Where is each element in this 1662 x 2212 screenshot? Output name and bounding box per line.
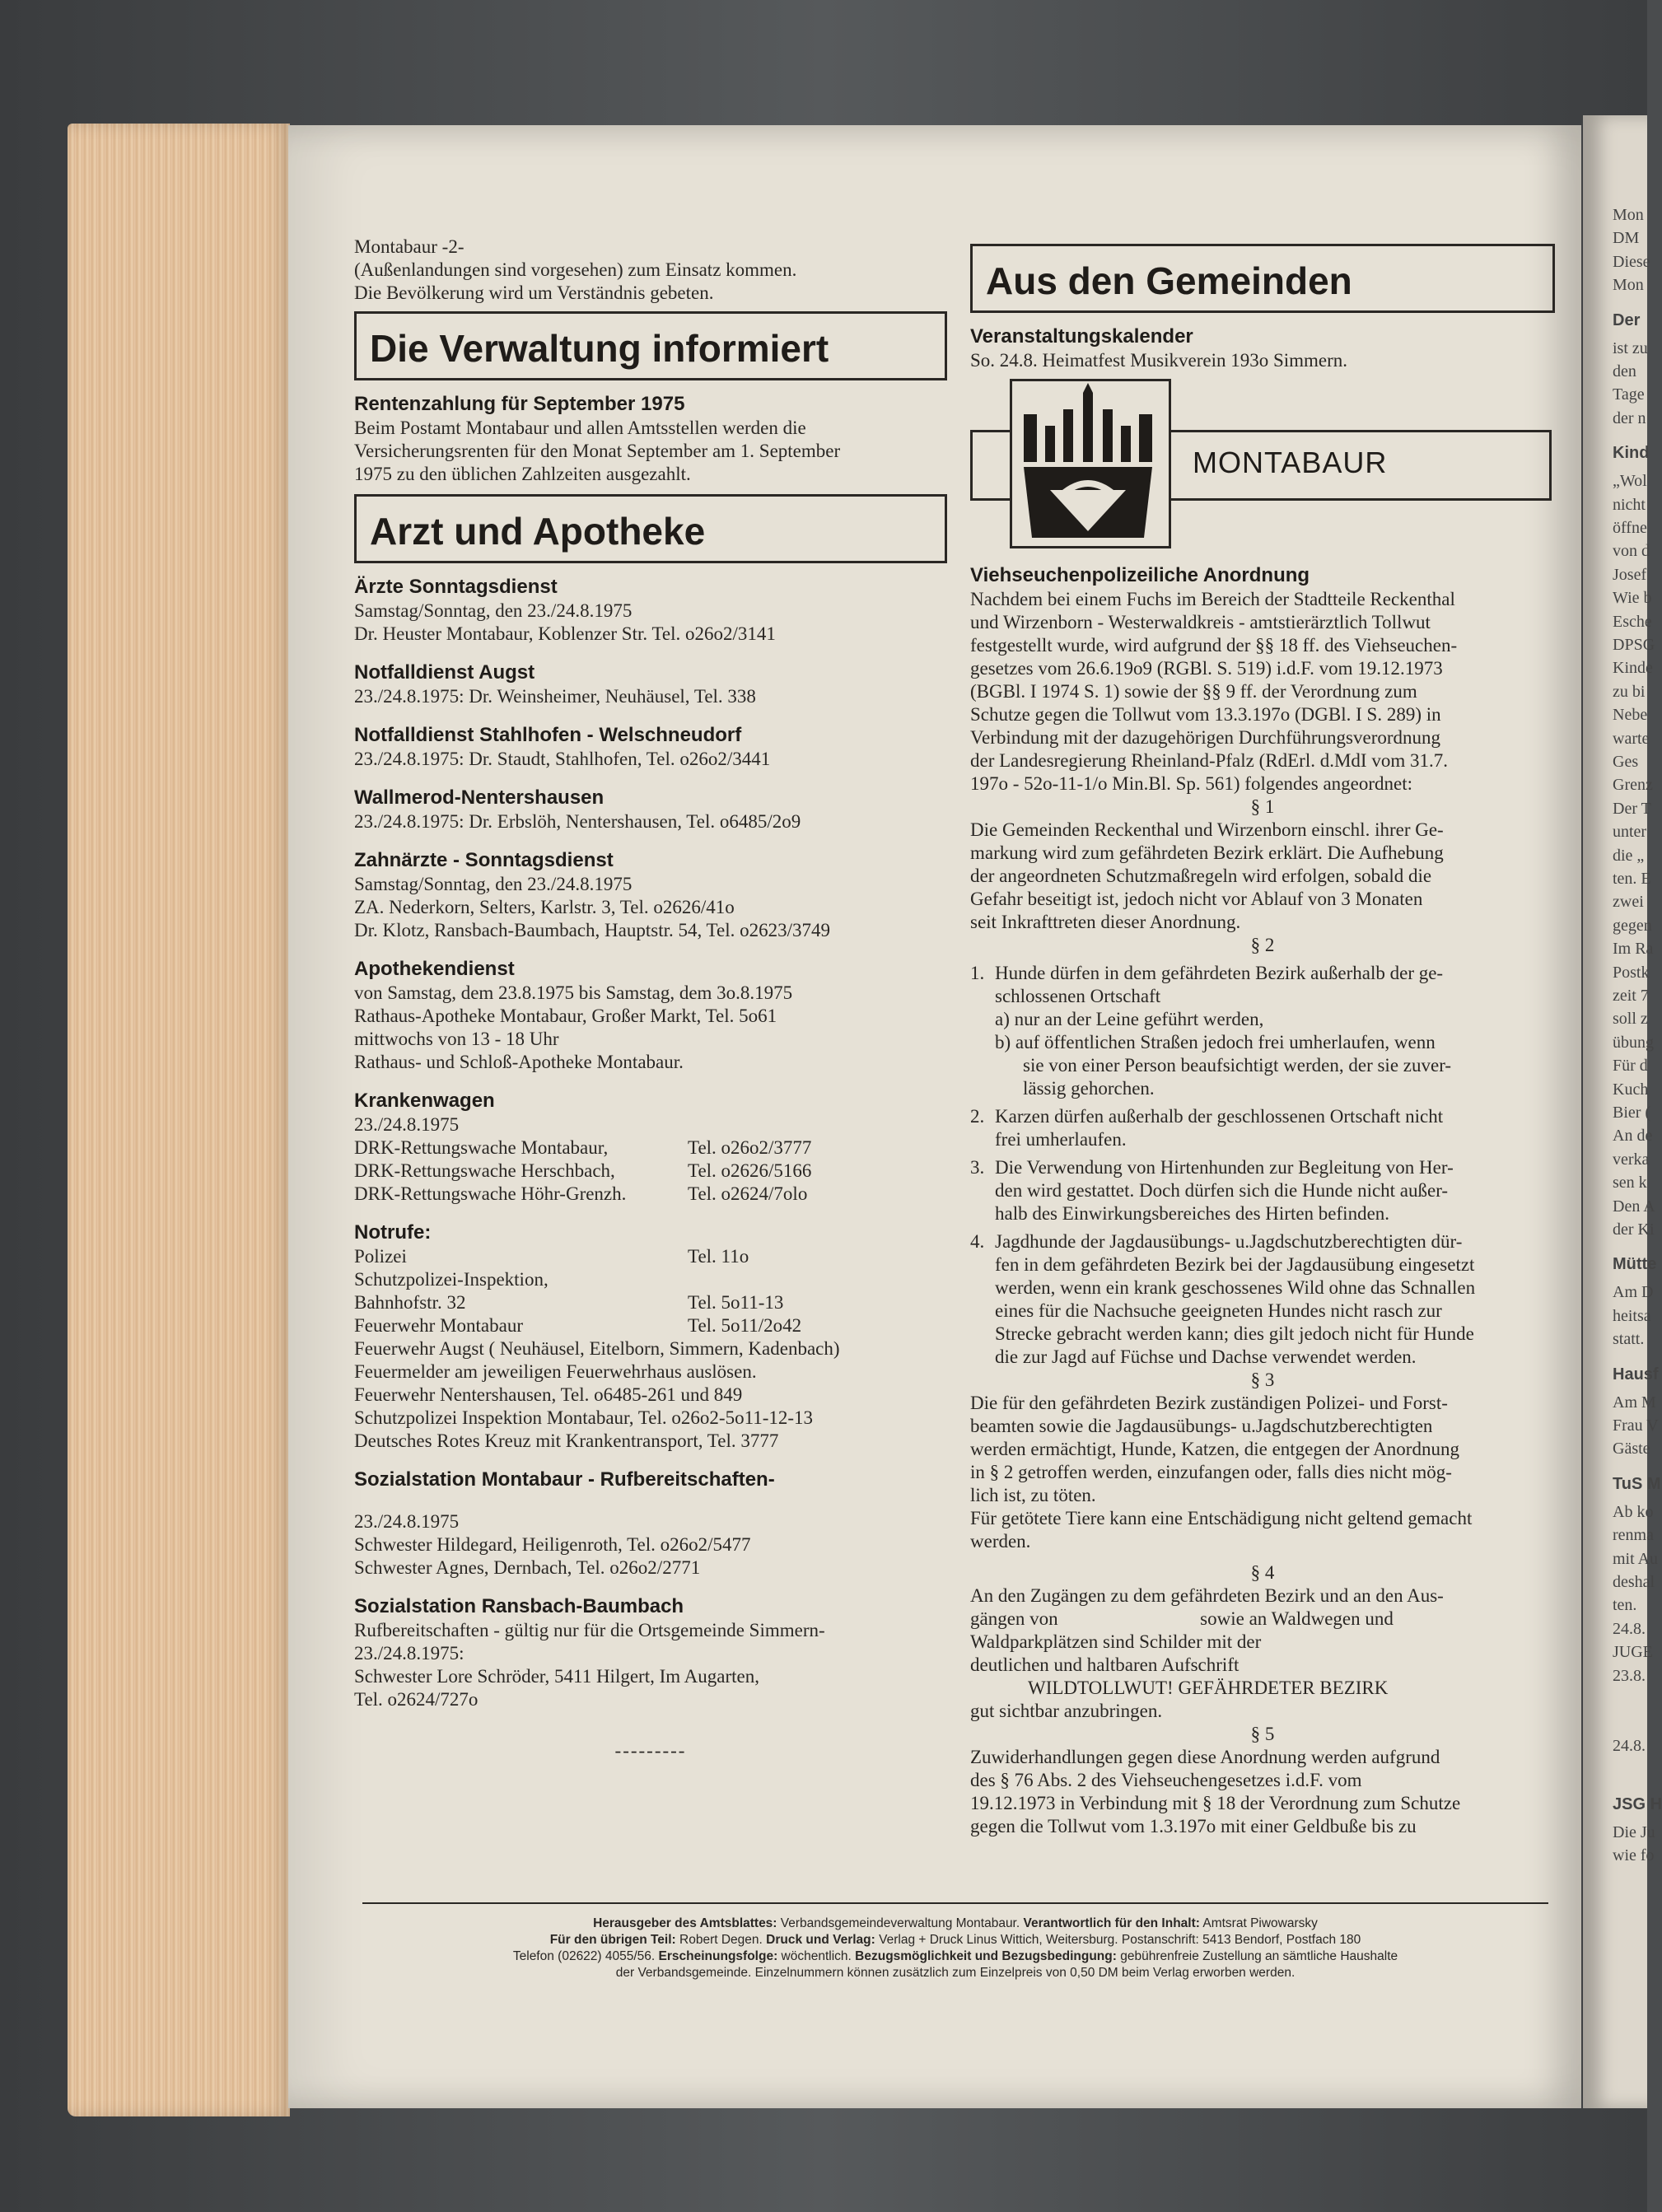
text-line: die zur Jagd auf Füchse und Dachse verwendet werden.	[995, 1346, 1417, 1367]
text-line: markung wird zum gefährdeten Bezirk erklärt. Die Aufhebung	[970, 842, 1444, 863]
cell-name: Schutzpolizei-Inspektion,	[354, 1269, 549, 1290]
paragraph-number: § 3	[1250, 1370, 1275, 1390]
heading-aerzte: Ärzte Sonntagsdienst	[354, 576, 558, 598]
next-page-line: „Wol	[1613, 472, 1647, 491]
paragraph-number: § 4	[1250, 1562, 1275, 1583]
paragraph-number: § 2	[1250, 935, 1275, 955]
text-line: (Außenlandungen sind vorgesehen) zum Einsatz kommen.	[354, 259, 797, 280]
next-page-line: Der	[1613, 310, 1641, 329]
next-page-line: Mon	[1613, 206, 1644, 224]
text-line: ZA. Nederkorn, Selters, Karlstr. 3, Tel. o2626/41o	[354, 897, 735, 917]
text-line: sie von einer Person beaufsichtigt werden, der sie zuver-	[1023, 1055, 1452, 1076]
text-line: Rathaus-Apotheke Montabaur, Großer Markt, Tel. 5o61	[354, 1006, 777, 1026]
text-line: b) auf öffentlichen Straßen jedoch frei umherlaufen, wenn	[995, 1032, 1436, 1052]
text-line: gesetzes vom 26.6.19o9 (RGBl. S. 519) i.d.F. vom 19.12.1973	[970, 658, 1443, 679]
next-page-line: verka	[1613, 1150, 1650, 1169]
heading-viehseuchen: Viehseuchenpolizeiliche Anordnung	[970, 564, 1310, 586]
cell-phone: Tel. o2624/7olo	[688, 1183, 808, 1204]
heading-renten: Rentenzahlung für September 1975	[354, 393, 685, 415]
table-row	[354, 1245, 947, 1268]
list-number: 2.	[970, 1106, 985, 1127]
text-line: Rathaus- und Schloß-Apotheke Montabaur.	[354, 1052, 684, 1072]
cell-name: Feuerwehr Montabaur	[354, 1315, 524, 1336]
text-line: (BGBl. I 1974 S. 1) sowie der §§ 9 ff. der Verordnung zum	[970, 681, 1417, 702]
imprint-label: Verantwortlich für den Inhalt:	[1023, 1916, 1200, 1930]
list-item	[970, 1230, 1555, 1369]
imprint-footer	[362, 1902, 1548, 1981]
imprint-label: Für den übrigen Teil:	[549, 1933, 676, 1947]
next-page-line: Mütte	[1613, 1255, 1657, 1274]
text-line: Rufbereitschaften - gültig nur für die Ortsgemeinde Simmern-	[354, 1620, 825, 1640]
list-number: 3.	[970, 1157, 985, 1178]
text-line: Feuerwehr Nentershausen, Tel. o6485-261 und 849	[354, 1384, 743, 1405]
imprint-label: Druck und Verlag:	[766, 1933, 875, 1947]
text-line: Deutsches Rotes Kreuz mit Krankentransport, Tel. 3777	[354, 1430, 779, 1451]
next-page-line: der Ki	[1613, 1220, 1655, 1239]
cell-phone: Tel. 11o	[688, 1246, 749, 1267]
text-line: Beim Postamt Montabaur und allen Amtsstellen werden die	[354, 418, 806, 438]
next-page-line: 24.8.	[1613, 1619, 1646, 1638]
imprint-label: Erscheinungsfolge:	[658, 1949, 778, 1963]
paragraph-number: § 5	[1250, 1724, 1275, 1744]
next-page-line: Bier (	[1613, 1104, 1651, 1122]
next-page-line: Kuch	[1613, 1080, 1649, 1099]
continuation-text	[354, 236, 947, 305]
next-page-line: renma	[1613, 1526, 1654, 1545]
next-page-line: Esche	[1613, 612, 1652, 631]
text-line: deutlichen und haltbaren Aufschrift	[970, 1654, 1239, 1675]
next-page-line: deshal	[1613, 1573, 1655, 1591]
text-line: Samstag/Sonntag, den 23./24.8.1975	[354, 874, 633, 894]
heading-zahnaerzte: Zahnärzte - Sonntagsdienst	[354, 849, 614, 871]
cell-name: DRK-Rettungswache Herschbach,	[354, 1160, 615, 1181]
text-line: Karzen dürfen außerhalb der geschlossenen Ortschaft nicht	[995, 1106, 1444, 1127]
imprint-text: Robert Degen.	[679, 1933, 763, 1947]
table-row	[354, 1291, 947, 1314]
next-page-line: öffne	[1613, 519, 1647, 537]
next-page-line: ten. E	[1613, 870, 1651, 888]
next-page-line: Grenz	[1613, 776, 1653, 795]
next-page-line: JSG H	[1613, 1794, 1662, 1813]
text-line: Für getötete Tiere kann eine Entschädigung nicht geltend gemacht	[970, 1508, 1473, 1528]
text-line: werden.	[970, 1531, 1031, 1552]
text-line: Feuermelder am jeweiligen Feuerwehrhaus auslösen.	[354, 1361, 757, 1382]
text-line: den wird gestattet. Doch dürfen sich die Hunde nicht außer-	[995, 1180, 1449, 1201]
text-line: Zuwiderhandlungen gegen diese Anordnung werden aufgrund	[970, 1747, 1440, 1767]
next-page-line: Am M	[1613, 1393, 1656, 1412]
text-line: a) nur an der Leine geführt werden,	[995, 1009, 1264, 1029]
section-box-gemeinden: Aus den Gemeinden	[970, 244, 1555, 313]
next-page-line: Hausf	[1613, 1365, 1659, 1384]
cell-name: DRK-Rettungswache Montabaur,	[354, 1137, 609, 1158]
heading-apotheke: Apothekendienst	[354, 958, 515, 980]
table-row	[354, 1160, 947, 1183]
next-page-strip	[1583, 115, 1662, 2108]
montabaur-banner	[970, 379, 1555, 552]
text-line: gegen die Tollwut vom 1.3.197o mit einer Geldbuße bis zu	[970, 1816, 1417, 1836]
next-page-line: der n	[1613, 408, 1646, 427]
text-line: 1975 zu den üblichen Zahlzeiten ausgezahlt.	[354, 464, 691, 484]
next-page-line: zu bi	[1613, 682, 1646, 701]
cell-name: Bahnhofstr. 32	[354, 1292, 466, 1313]
next-page-line: Gäste	[1613, 1440, 1650, 1458]
next-page-line: unter	[1613, 823, 1647, 842]
next-page-line: DPSG	[1613, 636, 1655, 654]
heading-wallmerod: Wallmerod-Nentershausen	[354, 786, 605, 809]
heading-sozialstation-ransbach: Sozialstation Ransbach-Baumbach	[354, 1595, 684, 1617]
text-line: 23./24.8.1975:	[354, 1643, 465, 1664]
imprint-line	[362, 1932, 1548, 1948]
text-line: Dr. Klotz, Ransbach-Baumbach, Hauptstr. 54, Tel. o2623/3749	[354, 920, 830, 940]
section-box-verwaltung: Die Verwaltung informiert	[354, 311, 947, 380]
next-page-line: Kind	[1613, 444, 1650, 463]
banner-label: MONTABAUR	[1193, 446, 1388, 479]
next-page-line: wie fo	[1613, 1846, 1655, 1864]
imprint-label: Bezugsmöglichkeit und Bezugsbedingung:	[855, 1949, 1117, 1963]
text-line: 23./24.8.1975: Dr. Erbslöh, Nentershausen, Tel. o6485/2o9	[354, 811, 801, 832]
text-line: An den Zugängen zu dem gefährdeten Bezirk und an den Aus-	[970, 1585, 1444, 1606]
text-line: Samstag/Sonntag, den 23./24.8.1975	[354, 600, 633, 621]
section-box-arzt: Arzt und Apotheke	[354, 494, 947, 563]
next-page-line: Diese	[1613, 252, 1650, 271]
text-line: Verbindung mit der dazugehörigen Durchführungsverordnung	[970, 727, 1441, 748]
next-page-line: gegen	[1613, 916, 1652, 935]
text-line: Waldparkplätzen sind Schilder mit der	[970, 1631, 1262, 1652]
next-page-line: ist zu	[1613, 338, 1648, 357]
table-row	[354, 1136, 947, 1160]
text-line: Dr. Heuster Montabaur, Koblenzer Str. Tel. o26o2/3141	[354, 623, 776, 644]
text-line: von Samstag, dem 23.8.1975 bis Samstag, dem 3o.8.1975	[354, 982, 793, 1003]
text-line: Die Verwendung von Hirtenhunden zur Begleitung von Her-	[995, 1157, 1454, 1178]
imprint-line	[362, 1948, 1548, 1965]
text-line: Gefahr beseitigt ist, jedoch nicht vor Ablauf von 3 Monaten	[970, 889, 1423, 909]
next-page-line: ten.	[1613, 1596, 1637, 1615]
next-page-line: soll z	[1613, 1010, 1648, 1029]
heading-notfall-stahlhofen: Notfalldienst Stahlhofen - Welschneudorf	[354, 724, 742, 746]
text-line: Strecke gebracht werden kann; dies gilt jedoch nicht für Hunde	[995, 1323, 1474, 1344]
next-page-line: Für d	[1613, 1057, 1648, 1076]
text-line: festgestellt wurde, wird aufgrund der §§ 18 ff. des Viehseuchen-	[970, 635, 1458, 656]
text-line: mittwochs von 13 - 18 Uhr	[354, 1029, 559, 1049]
text-line: Schutze gegen die Tollwut vom 13.3.197o (DGBl. I S. 289) in	[970, 704, 1441, 725]
text-line: Die Bevölkerung wird um Verständnis gebeten.	[354, 282, 714, 303]
next-page-line: statt.	[1613, 1330, 1645, 1349]
text-line: Versicherungsrenten für den Monat September am 1. September	[354, 441, 841, 461]
heading-veranstaltungskalender: Veranstaltungskalender	[970, 325, 1193, 348]
next-page-line: DM	[1613, 229, 1640, 248]
next-page-line: An de	[1613, 1127, 1653, 1146]
next-page-line: von d	[1613, 542, 1650, 561]
text-line: beamten sowie die Jagdausübungs- u.Jagdschutzberechtigten	[970, 1416, 1433, 1436]
text-line: Die für den gefährdeten Bezirk zuständigen Polizei- und Forst-	[970, 1393, 1448, 1413]
next-page-line: Kinde	[1613, 659, 1653, 678]
imprint-text: Telefon (02622) 4055/56.	[512, 1949, 656, 1963]
list-item	[970, 1105, 1555, 1151]
next-page-line: Postk	[1613, 963, 1650, 982]
next-page-line: Mon	[1613, 276, 1644, 295]
cell-phone: Tel. 5o11/2o42	[688, 1315, 802, 1336]
text-line: werden, wenn ein krank geschossenes Wild ohne das Schnallen	[995, 1277, 1476, 1298]
next-page-line: JUGE	[1613, 1643, 1653, 1662]
next-page-line: Die Ju	[1613, 1822, 1655, 1841]
text-line: Schwester Hildegard, Heiligenroth, Tel. o26o2/5477	[354, 1534, 751, 1555]
next-page-line: Am D	[1613, 1283, 1654, 1302]
text-line: Die Gemeinden Reckenthal und Wirzenborn einschl. ihrer Ge-	[970, 819, 1444, 840]
text-line: 19.12.1973 in Verbindung mit § 18 der Verordnung zum Schutze	[970, 1793, 1461, 1813]
list-number: 1.	[970, 963, 985, 983]
text-line: Schwester Agnes, Dernbach, Tel. o26o2/2771	[354, 1557, 701, 1578]
text-line: gängen von sowie an Waldwegen und	[970, 1608, 1394, 1629]
text-line: 23./24.8.1975: Dr. Staudt, Stahlhofen, Tel. o26o2/3441	[354, 749, 771, 769]
next-page-line: zwei	[1613, 893, 1644, 912]
next-page-line: warte	[1613, 729, 1650, 748]
next-page-line: heitsa	[1613, 1306, 1651, 1325]
sign-text: WILDTOLLWUT! GEFÄHRDETER BEZIRK	[1028, 1678, 1389, 1698]
next-page-line: Im Ra	[1613, 940, 1654, 959]
heading-notfall-augst: Notfalldienst Augst	[354, 661, 535, 684]
text-line: Tel. o2624/727o	[354, 1689, 479, 1710]
text-line: und Wirzenborn - Westerwaldkreis - amtstierärztlich Tollwut	[970, 612, 1431, 632]
list-item	[970, 1156, 1555, 1225]
next-page-line: sen k	[1613, 1174, 1647, 1192]
text-line: gut sichtbar anzubringen.	[970, 1701, 1163, 1721]
text-line: werden ermächtigt, Hunde, Katzen, die entgegen der Anordnung	[970, 1439, 1459, 1459]
left-column	[354, 236, 947, 1762]
next-page-line: Nebe	[1613, 706, 1648, 725]
heading-sozialstation-montabaur: Sozialstation Montabaur - Rufbereitschaften-	[354, 1468, 775, 1491]
next-page-line: Wie b	[1613, 589, 1652, 608]
text-line: 23./24.8.1975: Dr. Weinsheimer, Neuhäusel, Tel. 338	[354, 686, 756, 707]
text-line: fen in dem gefährdeten Bezirk bei der Jagdausübung eingesetzt	[995, 1254, 1475, 1275]
text-line: lich ist, zu töten.	[970, 1485, 1096, 1505]
next-page-line: Den A	[1613, 1197, 1655, 1216]
next-page-line: Josef	[1613, 565, 1647, 584]
text-line: Jagdhunde der Jagdausübungs- u.Jagdschutzberechtigten dür-	[995, 1231, 1463, 1252]
text-line: Hunde dürfen in dem gefährdeten Bezirk außerhalb der ge-	[995, 963, 1444, 983]
next-page-line: nicht	[1613, 495, 1646, 514]
text-line: frei umherlaufen.	[995, 1129, 1127, 1150]
next-page-line: den	[1613, 362, 1636, 380]
imprint-text: gebührenfreie Zustellung an sämtliche Haushalte	[1120, 1949, 1398, 1963]
text-line: Feuerwehr Augst ( Neuhäusel, Eitelborn, Simmern, Kadenbach)	[354, 1338, 840, 1359]
table-row	[354, 1314, 947, 1337]
text-line: lässig gehorchen.	[1023, 1078, 1155, 1099]
text-line: Schwester Lore Schröder, 5411 Hilgert, Im Augarten,	[354, 1666, 759, 1687]
text-line: Montabaur -2-	[354, 236, 465, 257]
next-page-line: die „	[1613, 846, 1645, 865]
cell-phone: Tel. 5o11-13	[688, 1292, 784, 1313]
imprint-text: der Verbandsgemeinde. Einzelnummern können zusätzlich zum Einzelpreis von 0,50 DM beim Verlag erworben werden.	[615, 1966, 1296, 1980]
imprint-text: wöchentlich.	[781, 1949, 852, 1963]
list-item	[970, 962, 1555, 1100]
next-page-line: mit Au	[1613, 1549, 1659, 1568]
text-line: 23./24.8.1975	[354, 1114, 460, 1135]
text-line: 23./24.8.1975	[354, 1511, 460, 1532]
text-line: seit Inkrafttreten dieser Anordnung.	[970, 912, 1241, 932]
text-line: schlossenen Ortschaft	[995, 986, 1161, 1006]
imprint-text: Amtsrat Piwowarsky	[1202, 1916, 1318, 1930]
imprint-line	[362, 1916, 1548, 1932]
text-line: der Landesregierung Rheinland-Pfalz (RdErl. d.MdI vom 31.7.	[970, 750, 1448, 771]
separator-dashes: ---------	[614, 1740, 687, 1761]
text-line: 197o - 52o-11-1/o Min.Bl. Sp. 561) folgendes angeordnet:	[970, 773, 1413, 794]
imprint-text: Verbandsgemeindeverwaltung Montabaur.	[780, 1916, 1020, 1930]
next-page-line: Der T	[1613, 799, 1651, 818]
imprint-line	[362, 1965, 1548, 1981]
table-row	[354, 1183, 947, 1206]
next-page-line: 23.8.	[1613, 1666, 1646, 1685]
next-page-line: TuS M	[1613, 1474, 1661, 1493]
table-row	[354, 1268, 947, 1291]
montabaur-coat-of-arms-icon	[1010, 379, 1171, 548]
next-page-line: übung	[1613, 1033, 1654, 1052]
book-page-edges	[68, 124, 290, 2116]
right-column	[970, 244, 1555, 1838]
text-line: So. 24.8. Heimatfest Musikverein 193o Simmern.	[970, 350, 1348, 371]
next-page-line: Ab ko	[1613, 1502, 1654, 1521]
next-page-line: zeit 7	[1613, 987, 1649, 1005]
cell-name: DRK-Rettungswache Höhr-Grenzh.	[354, 1183, 627, 1204]
text-line: der angeordneten Schutzmaßregeln wird erfolgen, sobald die	[970, 866, 1432, 886]
next-page-line: Ges	[1613, 753, 1639, 771]
list-number: 4.	[970, 1231, 985, 1252]
cell-phone: Tel. o2626/5166	[688, 1160, 812, 1181]
cell-phone: Tel. o26o2/3777	[688, 1137, 812, 1158]
heading-krankenwagen: Krankenwagen	[354, 1090, 495, 1112]
text-line: Schutzpolizei Inspektion Montabaur, Tel. o26o2-5o11-12-13	[354, 1407, 814, 1428]
next-page-line: Frau V	[1613, 1416, 1659, 1435]
imprint-label: Herausgeber des Amtsblattes:	[593, 1916, 777, 1930]
next-page-line: Tage	[1613, 385, 1645, 404]
next-page-line: 24.8.	[1613, 1736, 1646, 1755]
imprint-text: Verlag + Druck Linus Wittich, Weitersburg. Postanschrift: 5413 Bendorf, Postfach 180	[879, 1933, 1361, 1947]
text-line: halb des Einwirkungsbereiches des Hirten befinden.	[995, 1203, 1390, 1224]
text-line: in § 2 getroffen werden, einzufangen oder, falls dies nicht mög-	[970, 1462, 1452, 1482]
paragraph-number: § 1	[1250, 796, 1275, 817]
text-line: des § 76 Abs. 2 des Viehseuchengesetzes i.d.F. vom	[970, 1770, 1362, 1790]
text-line: Nachdem bei einem Fuchs im Bereich der Stadtteile Reckenthal	[970, 589, 1455, 609]
text-line: eines für die Nachsuche geeigneten Hundes nicht rasch zur	[995, 1300, 1442, 1321]
heading-notrufe: Notrufe:	[354, 1221, 432, 1244]
cell-name: Polizei	[354, 1246, 407, 1267]
